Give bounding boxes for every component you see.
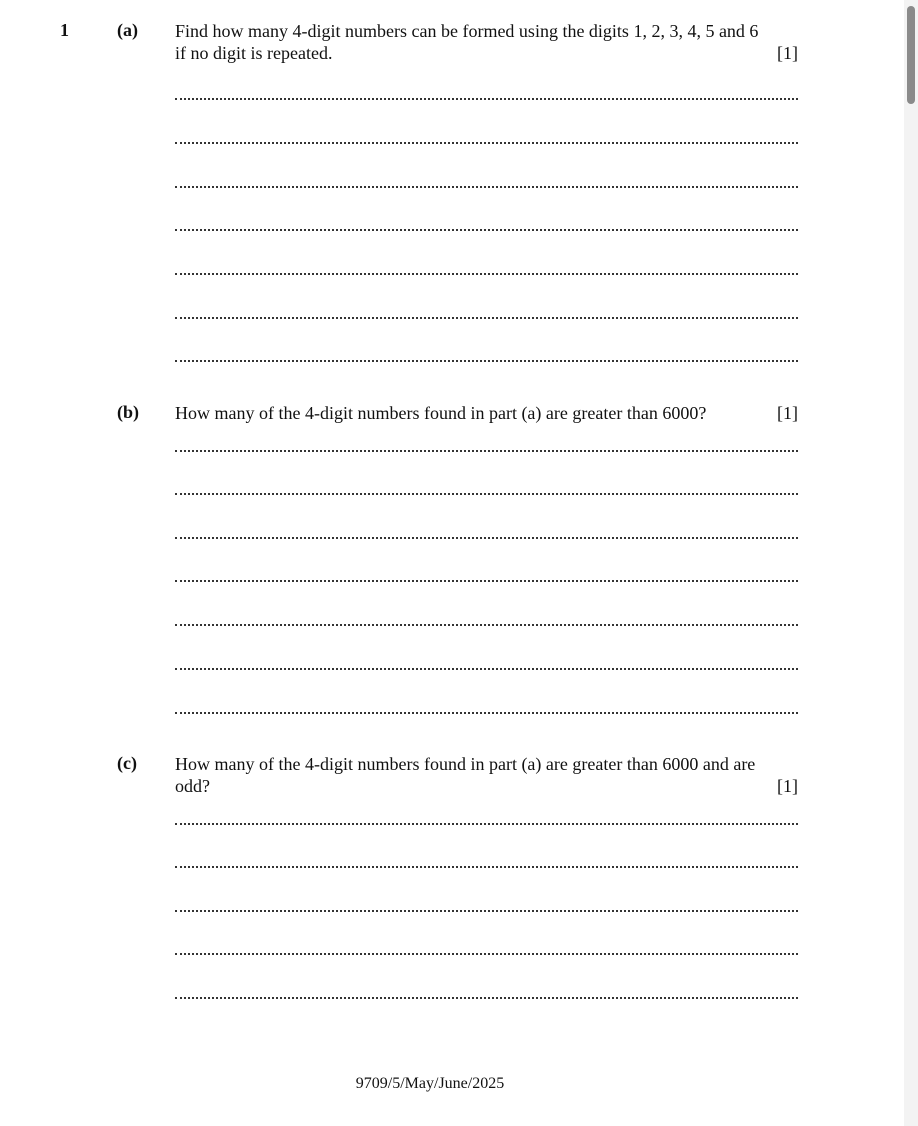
answer-line[interactable]: [175, 142, 798, 144]
answer-line[interactable]: [175, 712, 798, 714]
part-c-label: (c): [117, 753, 137, 773]
answer-line[interactable]: [175, 537, 798, 539]
answer-line[interactable]: [175, 580, 798, 582]
part-b-label: (b): [117, 402, 139, 422]
answer-line[interactable]: [175, 953, 798, 955]
part-b-marks: [1]: [777, 403, 798, 423]
answer-line[interactable]: [175, 668, 798, 670]
answer-line[interactable]: [175, 997, 798, 999]
answer-line[interactable]: [175, 317, 798, 319]
answer-line[interactable]: [175, 186, 798, 188]
answer-line[interactable]: [175, 360, 798, 362]
part-b-question: [175, 402, 798, 424]
answer-line[interactable]: [175, 450, 798, 452]
part-a-text-line2: if no digit is repeated.: [175, 43, 333, 63]
page-footer-code: 9709/5/May/June/2025: [355, 1075, 505, 1092]
part-b-text-line1: How many of the 4-digit numbers found in part (a) are greater than 6000?: [175, 403, 707, 423]
answer-line[interactable]: [175, 273, 798, 275]
part-a-question: [175, 20, 798, 64]
part-c-text-line2: odd?: [175, 776, 210, 796]
answer-line[interactable]: [175, 493, 798, 495]
answer-line[interactable]: [175, 98, 798, 100]
vertical-scrollbar[interactable]: [904, 0, 918, 1126]
answer-line[interactable]: [175, 823, 798, 825]
part-c-marks: [1]: [777, 776, 798, 796]
answer-line[interactable]: [175, 866, 798, 868]
part-a-marks: [1]: [777, 43, 798, 63]
question-number: 1: [60, 20, 69, 40]
scrollbar-thumb[interactable]: [907, 6, 915, 104]
answer-line[interactable]: [175, 624, 798, 626]
part-a-text-line1: Find how many 4-digit numbers can be formed using the digits 1, 2, 3, 4, 5 and 6: [175, 21, 759, 41]
part-c-question: [175, 753, 798, 797]
answer-line[interactable]: [175, 910, 798, 912]
part-a-label: (a): [117, 20, 138, 40]
part-c-text-line1: How many of the 4-digit numbers found in part (a) are greater than 6000 and are: [175, 754, 756, 774]
answer-line[interactable]: [175, 229, 798, 231]
